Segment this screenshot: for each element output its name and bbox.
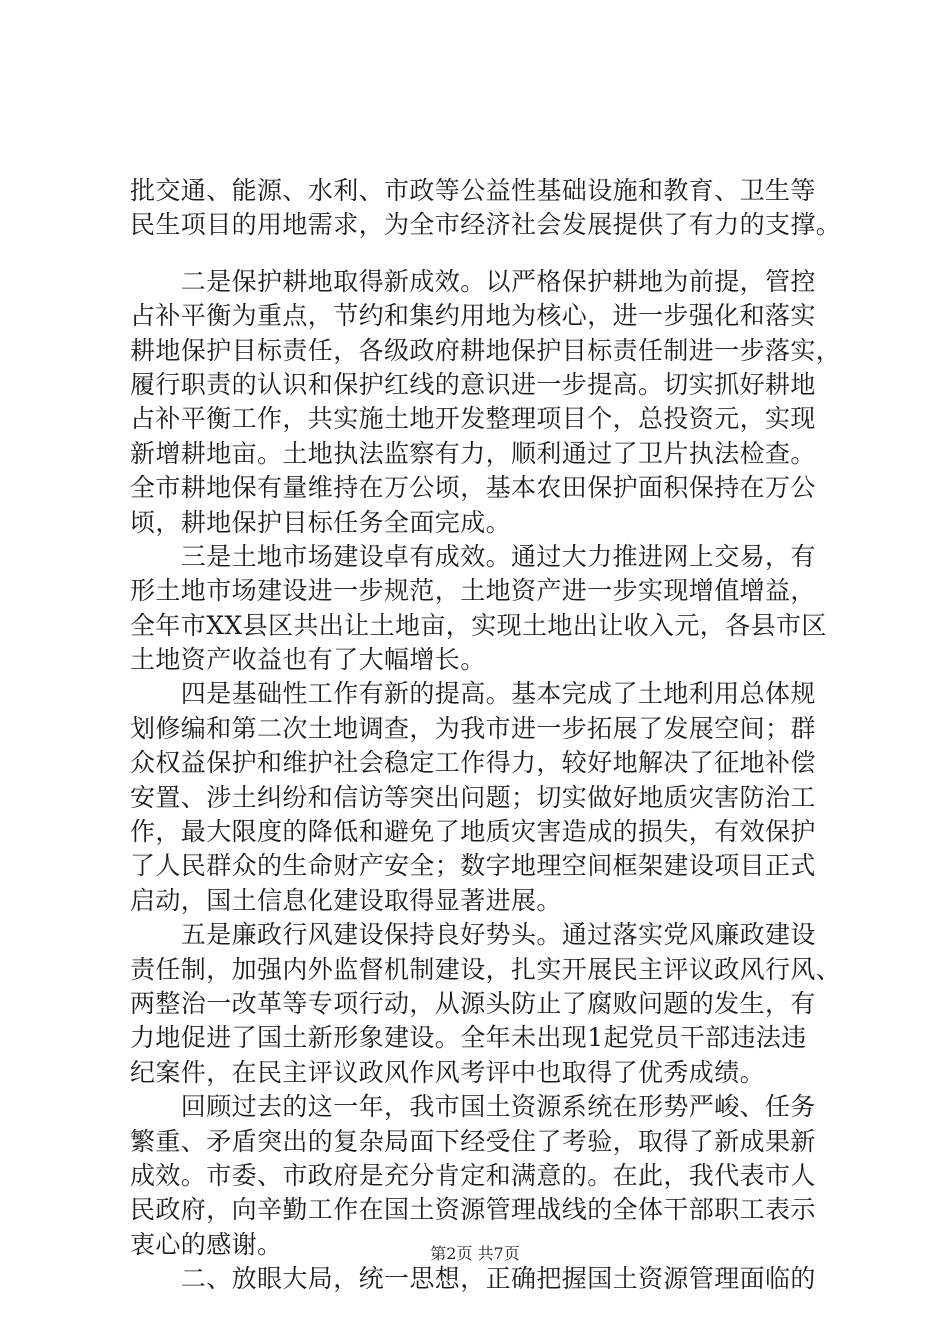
text-line: 纪案件，在民主评议政风作风考评中也取得了优秀成绩。 <box>130 1057 766 1087</box>
text-line: 繁重、矛盾突出的复杂局面下经受住了考验，取得了新成果新 <box>130 1126 816 1156</box>
text-line: 启动，国土信息化建设取得显著进展。 <box>130 885 562 915</box>
text-line: 民生项目的用地需求，为全市经济社会发展提供了有力的支撑。 <box>130 210 842 240</box>
text-line: 耕地保护目标责任，各级政府耕地保护目标责任制进一步落实， <box>130 335 842 365</box>
page-footer: 第2页 共7页 <box>430 1244 520 1263</box>
text-line: 衷心的感谢。 <box>130 1229 283 1259</box>
paragraph <box>130 1090 842 1262</box>
text-line: 全年市XX县区共出让土地亩，实现土地出让收入元，各县市区 <box>130 610 827 640</box>
text-line: 责任制，加强内外监督机制建设，扎实开展民主评议政风行风、 <box>130 954 842 984</box>
paragraph <box>130 540 842 678</box>
text-line: 了人民群众的生命财产安全；数字地理空间框架建设项目正式 <box>130 851 816 881</box>
text-line: 形土地市场建设进一步规范，土地资产进一步实现增值增益， <box>130 576 816 606</box>
text-line: 回顾过去的这一年，我市国土资源系统在形势严峻、任务 <box>130 1092 816 1122</box>
text-line: 履行职责的认识和保护红线的意识进一步提高。切实抓好耕地 <box>130 369 816 399</box>
text-line: 五是廉政行风建设保持良好势头。通过落实党风廉政建设 <box>130 920 816 950</box>
text-line: 二、放眼大局，统一思想，正确把握国土资源管理面临的 <box>130 1264 816 1294</box>
text-line: 民政府，向辛勤工作在国土资源管理战线的全体干部职工表示 <box>130 1195 816 1225</box>
text-line: 土地资产收益也有了大幅增长。 <box>130 645 486 675</box>
paragraph <box>130 918 842 1090</box>
text-line: 众权益保护和维护社会稳定工作得力，较好地解决了征地补偿 <box>130 748 816 778</box>
text-line: 成效。市委、市政府是充分肯定和满意的。在此，我代表市人 <box>130 1160 816 1190</box>
text-line: 批交通、能源、水利、市政等公益性基础设施和教育、卫生等 <box>130 176 816 205</box>
text-line: 四是基础性工作有新的提高。基本完成了土地利用总体规 <box>130 679 816 709</box>
text-line: 划修编和第二次土地调查，为我市进一步拓展了发展空间；群 <box>130 713 816 743</box>
paragraph <box>130 677 842 918</box>
paragraph <box>130 1262 842 1296</box>
paragraph-gap <box>130 243 842 265</box>
text-line: 安置、涉土纠纷和信访等突出问题；切实做好地质灾害防治工 <box>130 782 816 812</box>
text-line: 三是土地市场建设卓有成效。通过大力推进网上交易，有 <box>130 541 816 571</box>
document-body <box>130 174 842 1297</box>
text-line: 全市耕地保有量维持在万公顷，基本农田保护面积保持在万公 <box>130 473 816 503</box>
text-line: 两整治一改革等专项行动，从源头防止了腐败问题的发生，有 <box>130 988 816 1018</box>
text-line: 二是保护耕地取得新成效。以严格保护耕地为前提，管控 <box>130 266 816 296</box>
text-line: 顷，耕地保护目标任务全面完成。 <box>130 507 512 537</box>
text-line: 新增耕地亩。土地执法监察有力，顺利通过了卫片执法检查。 <box>130 438 816 468</box>
text-line: 力地促进了国土新形象建设。全年未出现1起党员干部违法违 <box>130 1023 807 1053</box>
text-line: 占补平衡为重点，节约和集约用地为核心，进一步强化和落实 <box>130 301 816 331</box>
paragraph <box>130 174 842 243</box>
paragraph <box>130 265 842 540</box>
text-line: 作，最大限度的降低和避免了地质灾害造成的损失，有效保护 <box>130 817 816 847</box>
text-line: 占补平衡工作，共实施土地开发整理项目个，总投资元，实现 <box>130 404 816 434</box>
